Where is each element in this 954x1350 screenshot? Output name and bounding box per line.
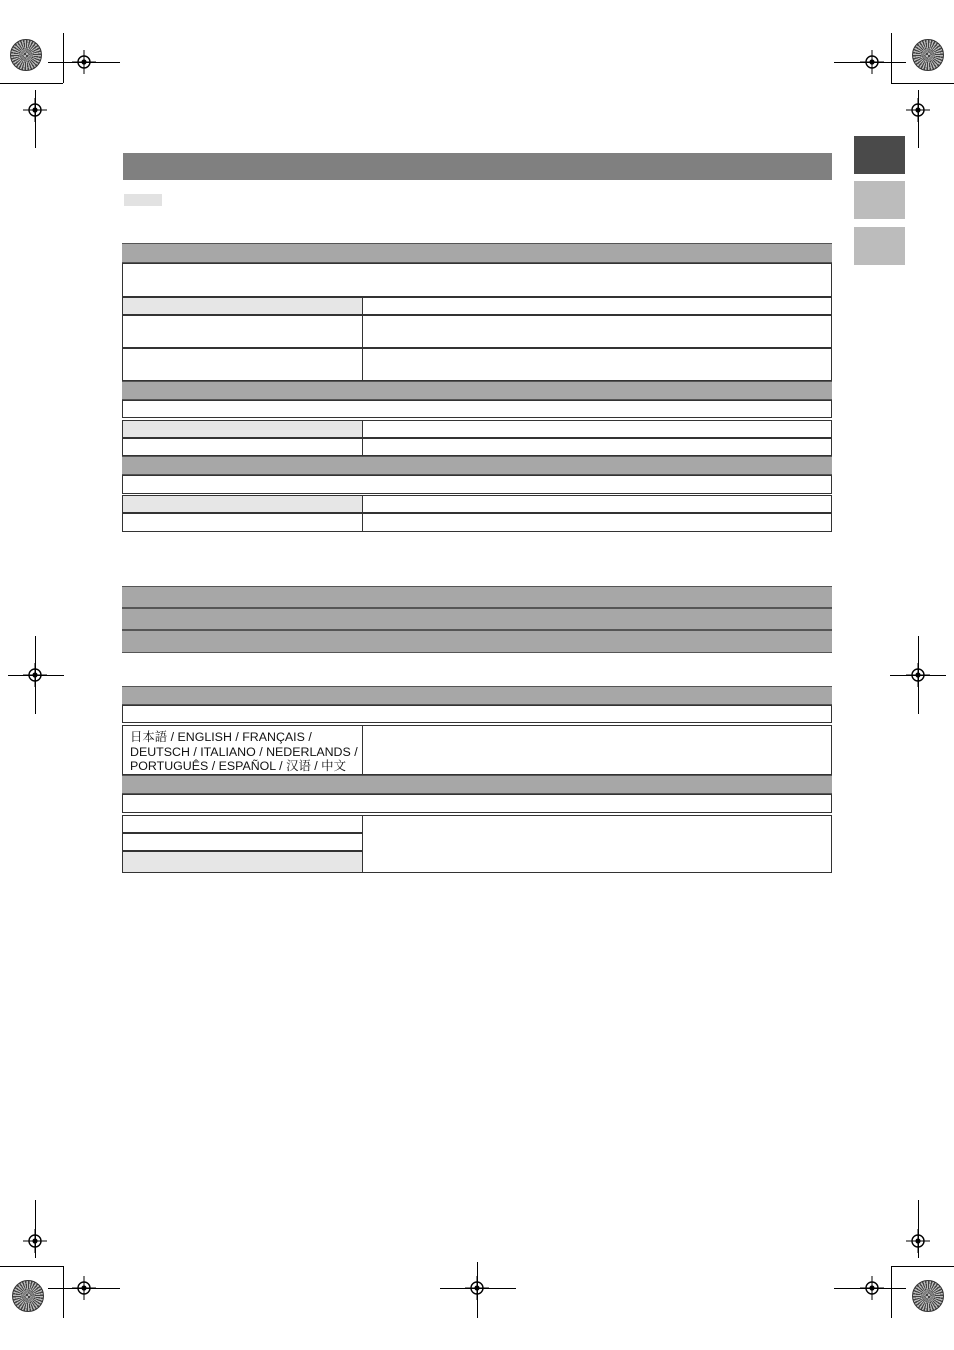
- crop-line: [48, 62, 120, 63]
- crop-line: [35, 90, 36, 148]
- section-title-band: [123, 153, 832, 180]
- crop-line: [8, 675, 64, 676]
- option-value: [363, 348, 832, 381]
- option-value: [363, 438, 832, 456]
- description-row: [122, 475, 832, 494]
- section-tag: [124, 194, 162, 206]
- option-label: [122, 438, 363, 456]
- crop-line: [890, 675, 946, 676]
- option-value: [363, 315, 832, 348]
- option-label: [122, 348, 363, 381]
- crop-line: [891, 83, 954, 84]
- language-options-line-3: PORTUGUÊS / ESPAÑOL / 汉语 / 中文: [130, 759, 346, 773]
- settings-table-2: [122, 586, 832, 653]
- table-header-row: [122, 456, 832, 475]
- chapter-tab[interactable]: [854, 227, 905, 265]
- option-value: [363, 513, 832, 532]
- language-options-text: [130, 730, 358, 774]
- table-header-row: [122, 686, 832, 705]
- menu-row[interactable]: [122, 586, 832, 608]
- crop-line: [48, 1288, 120, 1289]
- option-value: [363, 815, 832, 873]
- table-header-row: [122, 775, 832, 794]
- crop-line: [35, 1200, 36, 1258]
- crop-line: [0, 83, 63, 84]
- language-options-cell: [122, 725, 363, 775]
- option-value: [363, 420, 832, 438]
- option-label: [122, 513, 363, 532]
- chapter-tab[interactable]: [854, 181, 905, 219]
- crop-line: [918, 1200, 919, 1258]
- chapter-tab-active[interactable]: [854, 136, 905, 174]
- settings-table-1: [122, 243, 832, 533]
- color-wheel-mark-icon: [912, 39, 944, 71]
- menu-row[interactable]: [122, 608, 832, 630]
- description-row: [122, 263, 832, 297]
- table-header-row: [122, 243, 832, 263]
- crop-line: [891, 1266, 892, 1318]
- crop-line: [440, 1288, 516, 1289]
- crop-line: [0, 1266, 63, 1267]
- menu-row[interactable]: [122, 630, 832, 653]
- description-row: [122, 705, 832, 723]
- language-options-line-1: 日本語 / ENGLISH / FRANÇAIS /: [130, 730, 312, 744]
- option-label: [122, 495, 363, 513]
- crop-line: [477, 1262, 478, 1318]
- color-wheel-mark-icon: [10, 39, 42, 71]
- crop-line: [918, 90, 919, 148]
- color-wheel-mark-icon: [912, 1280, 944, 1312]
- option-label: [122, 833, 363, 851]
- settings-table-3: [122, 686, 832, 873]
- option-value: [363, 297, 832, 315]
- crop-line: [63, 1266, 64, 1318]
- crop-line: [891, 1266, 954, 1267]
- language-options-line-2: DEUTSCH / ITALIANO / NEDERLANDS /: [130, 744, 358, 759]
- option-label: [122, 297, 363, 315]
- option-label: [122, 420, 363, 438]
- option-label: [122, 315, 363, 348]
- option-value: [363, 725, 832, 775]
- color-wheel-mark-icon: [12, 1280, 44, 1312]
- crop-line: [834, 62, 906, 63]
- crop-line: [891, 33, 892, 83]
- option-label: [122, 851, 363, 873]
- crop-line: [63, 33, 64, 83]
- option-label: [122, 815, 363, 833]
- crop-line: [834, 1288, 906, 1289]
- table-header-row: [122, 381, 832, 400]
- description-row: [122, 794, 832, 813]
- description-row: [122, 400, 832, 418]
- option-value: [363, 495, 832, 513]
